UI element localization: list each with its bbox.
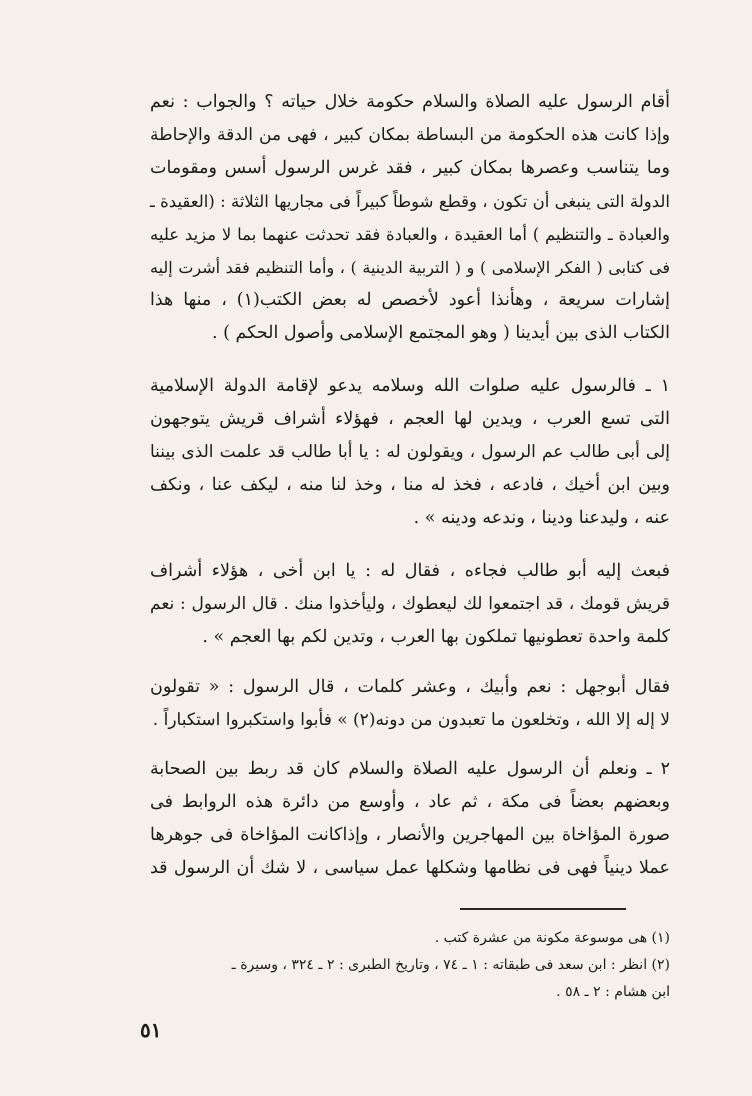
footnotes — [150, 925, 670, 1006]
text-line: صورة المؤاخاة بين المهاجرين والأنصار ، وإذاكانت المؤاخاة فى جوهرها — [150, 825, 670, 845]
text-line: أقام الرسول عليه الصلاة والسلام حكومة خلال حياته ؟ والجواب : نعم — [150, 92, 670, 112]
footnote-1: (١) هى موسوعة مكونة من عشرة كتب . — [434, 930, 670, 946]
text-line: وبعضهم بعضاً فى مكة ، ثم عاد ، وأوسع من دائرة هذه الروابط فى — [150, 792, 670, 812]
text-line: عملا دينياً فهى فى نظامها وشكلها عمل سياسى ، لا شك أن الرسول قد — [150, 858, 670, 878]
text-line: التى تسع العرب ، ويدين لها العجم ، فهؤلاء أشراف قريش يتوجهون — [150, 409, 670, 429]
text-line: الدولة التى ينبغى أن تكون ، وقطع شوطاً كبيراً فى مجاريها الثلاثة : (العقيدة ـ — [150, 192, 670, 211]
footnote-2-continued: ابن هشام : ٢ ـ ٥٨ . — [556, 984, 670, 1000]
text-line: فى كتابى ( الفكر الإسلامى ) و ( التربية الدينية ) ، وأما التنظيم فقد أشرت إليه — [150, 258, 670, 277]
text-line: والعبادة ـ والتنظيم ) أما العقيدة ، والعبادة فقد تحدثت عنهما بما لا مزيد عليه — [150, 225, 670, 244]
text-line: قريش قومك ، قد اجتمعوا لك ليعطوك ، وليأخذوا منك . قال الرسول : نعم — [150, 594, 670, 614]
paragraph-abu-talib — [150, 555, 670, 654]
paragraph-point-2 — [150, 753, 670, 885]
paragraph-intro — [150, 86, 670, 350]
text-line: ١ ـ فالرسول عليه صلوات الله وسلامه يدعو لإقامة الدولة الإسلامية — [150, 376, 670, 396]
text-line: إشارات سريعة ، وهأنذا أعود لأخصص له بعض الكتب(١) ، منها هذا — [150, 290, 670, 310]
paragraph-point-1 — [150, 370, 670, 535]
footnote-divider — [460, 908, 626, 910]
text-line: وإذا كانت هذه الحكومة من البساطة بمكان كبير ، فهى من الدقة والإحاطة — [150, 125, 670, 145]
text-line: ٢ ـ ونعلم أن الرسول عليه الصلاة والسلام كان قد ربط بين الصحابة — [150, 759, 670, 779]
text-line: الكتاب الذى بين أيدينا ( وهو المجتمع الإسلامى وأصول الحكم ) . — [212, 323, 670, 343]
text-line: فبعث إليه أبو طالب فجاءه ، فقال له : يا ابن أخى ، هؤلاء أشراف — [150, 561, 670, 581]
text-line: وما يتناسب وعصرها بمكان كبير ، فقد غرس الرسول أسس ومقومات — [150, 158, 670, 178]
text-line: كلمة واحدة تعطونيها تملكون بها العرب ، وتدين لكم بها العجم » . — [202, 627, 670, 647]
text-line: إلى أبى طالب عم الرسول ، ويقولون له : يا أبا طالب قد علمت الذى بيننا — [150, 442, 670, 462]
text-line: فقال أبوجهل : نعم وأبيك ، وعشر كلمات ، قال الرسول : « تقولون — [150, 677, 670, 697]
text-line: عنه ، وليدعنا ودينا ، وندعه ودينه » . — [413, 508, 670, 528]
text-line: وبين ابن أخيك ، فادعه ، فخذ له منا ، وخذ لنا منه ، ليكف عنا ، ونكف — [150, 475, 670, 495]
page-number: ٥١ — [140, 1018, 162, 1042]
text-line: لا إله إلا الله ، وتخلعون ما تعبدون من دونه(٢) » فأبوا واستكبروا استكباراً . — [152, 710, 670, 730]
footnote-2: (٢) انظر : ابن سعد فى طبقاته : ١ ـ ٧٤ ، وتاريخ الطبرى : ٢ ـ ٣٢٤ ، وسيرة ـ — [231, 957, 670, 973]
paragraph-abu-jahl — [150, 671, 670, 737]
